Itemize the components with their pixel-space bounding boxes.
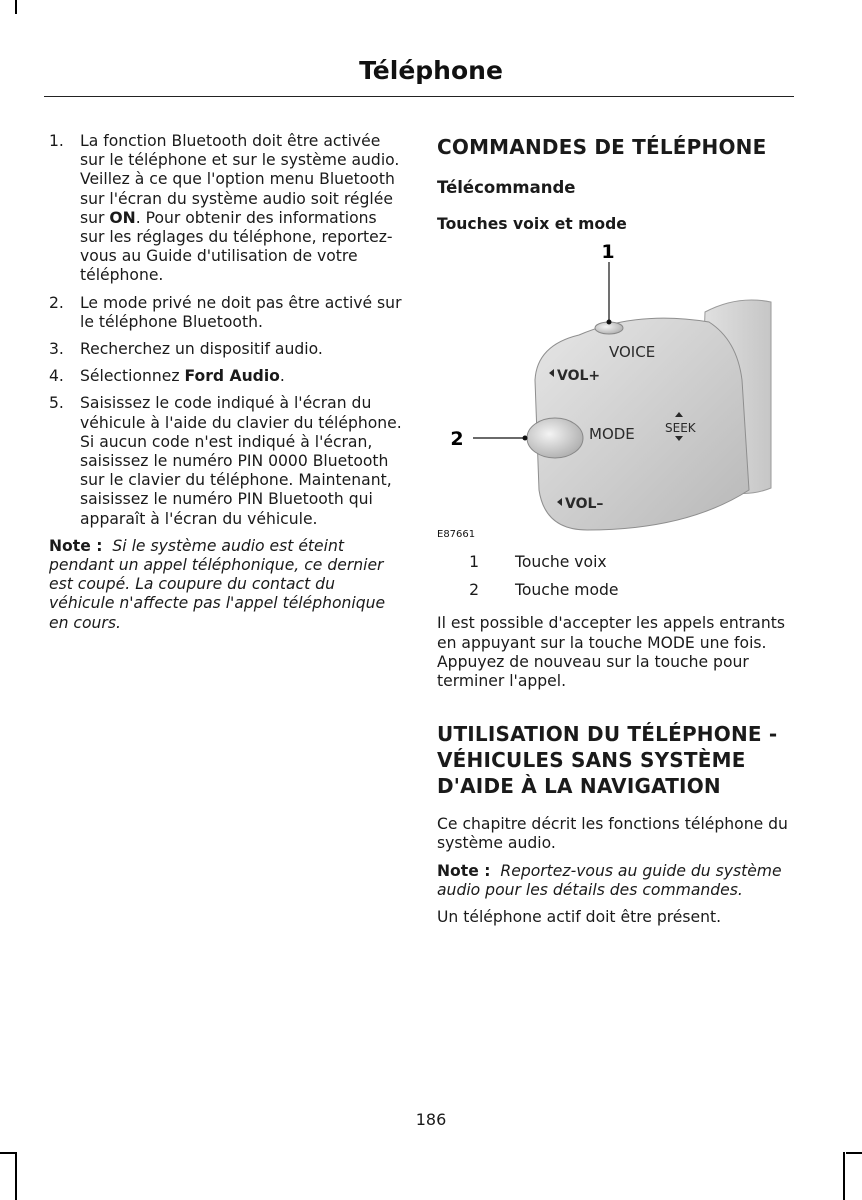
step-number: 1. <box>49 132 64 150</box>
list-item <box>49 132 405 286</box>
section-title-commands: COMMANDES DE TÉLÉPHONE <box>437 135 767 159</box>
list-item <box>49 294 405 332</box>
label-mode: MODE <box>589 425 635 444</box>
paragraph-active-phone: Un téléphone actif doit être présent. <box>437 908 722 927</box>
step-text: Recherchez un dispositif audio. <box>80 340 323 359</box>
page-title: Téléphone <box>359 56 503 85</box>
legend-row <box>437 548 793 576</box>
step-text: La fonction Bluetooth doit être activée sur le téléphone et sur le système audio. Veillez à ce que l'option menu Bluetooth sur l'écran du système audio soit réglée sur ON. Pour obtenir des informations sur les réglages du téléphone, reportez-vous au Guide d'utilisation de votre téléphone. <box>80 132 400 285</box>
paragraph-mode: Il est possible d'accepter les appels entrants en appuyant sur la touche MODE une fois. Appuyez de nouveau sur la touche pour terminer l'appel. <box>437 614 785 691</box>
page-number: 186 <box>415 1110 447 1129</box>
note-text: Reportez-vous au guide du système audio pour les détails des commandes. <box>437 861 782 899</box>
steps-list <box>49 132 405 529</box>
step-text: Saisissez le code indiqué à l'écran du véhicule à l'aide du clavier du téléphone. Si aucun code n'est indiqué à l'écran, saisissez le numéro PIN 0000 Bluetooth sur le clavier du téléphone. Maintenant, saisissez le numéro PIN Bluetooth qui apparaît à l'écran du véhicule. <box>80 394 402 528</box>
note-label: Note : <box>49 536 103 555</box>
step-text: Sélectionnez Ford Audio. <box>80 367 285 386</box>
crop-mark-bottom-right-h <box>846 1152 862 1154</box>
right-column <box>437 134 793 935</box>
remote-control-figure <box>437 240 793 540</box>
subsection-title: Télécommande <box>437 178 576 197</box>
figure-code: E87661 <box>437 529 476 541</box>
note-right <box>437 862 793 900</box>
callout-2: 2 <box>450 428 464 451</box>
note-text: Si le système audio est éteint pendant un appel téléphonique, ce dernier est coupé. La coupure du contact du véhicule n'affecte pas l'appel téléphonique en cours. <box>49 536 386 632</box>
crop-mark-top-left <box>15 0 17 14</box>
steering-control-illustration <box>437 240 793 540</box>
note-label: Note : <box>437 861 491 880</box>
note-left <box>49 537 405 633</box>
step-text: Le mode privé ne doit pas être activé sur le téléphone Bluetooth. <box>80 293 402 331</box>
label-voice: VOICE <box>609 343 656 362</box>
subsubsection-title: Touches voix et mode <box>437 215 627 234</box>
label-vol-plus: VOL+ <box>557 368 601 385</box>
crop-mark-bottom-left-h <box>0 1152 16 1154</box>
step-number: 5. <box>49 394 64 413</box>
legend-number: 2 <box>469 580 479 599</box>
crop-mark-bottom-left-v <box>15 1152 17 1200</box>
step-number: 4. <box>49 367 64 386</box>
figure-legend <box>437 548 793 604</box>
legend-label: Touche voix <box>515 552 607 571</box>
list-item <box>49 394 405 528</box>
step-number: 3. <box>49 340 64 359</box>
legend-row <box>437 576 793 604</box>
list-item <box>49 340 405 359</box>
label-seek: SEEK <box>665 421 696 436</box>
section-title-usage: UTILISATION DU TÉLÉPHONE - VÉHICULES SANS SYSTÈME D'AIDE À LA NAVIGATION <box>437 722 778 799</box>
paragraph-chapter: Ce chapitre décrit les fonctions téléphone du système audio. <box>437 815 788 853</box>
callout-1: 1 <box>601 241 615 264</box>
crop-mark-bottom-right-v <box>843 1152 845 1200</box>
legend-label: Touche mode <box>515 580 619 599</box>
label-vol-minus: VOL– <box>565 496 604 513</box>
list-item <box>49 367 405 386</box>
left-column <box>49 132 405 641</box>
step-number: 2. <box>49 293 64 312</box>
legend-number: 1 <box>469 552 479 571</box>
title-rule <box>44 96 794 97</box>
